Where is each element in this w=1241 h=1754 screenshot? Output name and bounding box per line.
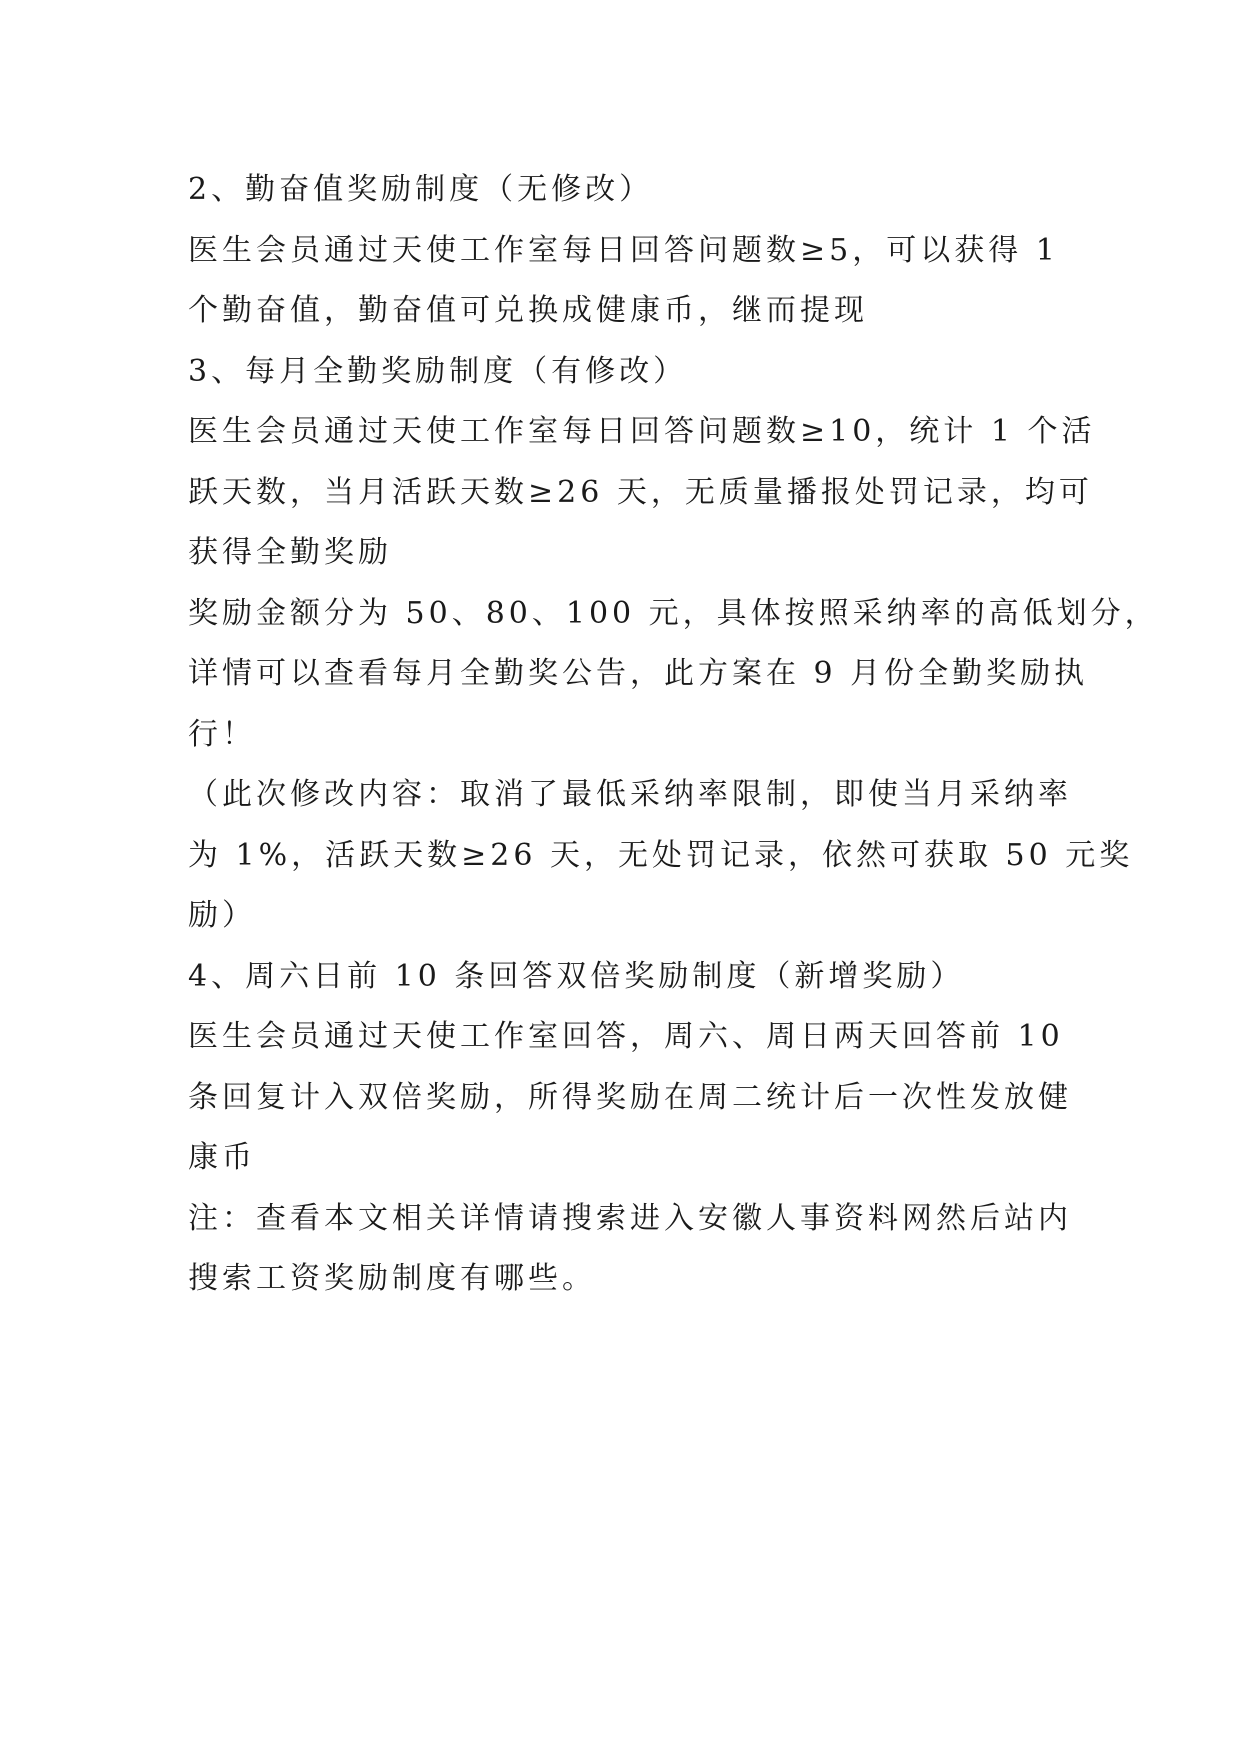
- paragraph-line: 励）: [188, 898, 256, 933]
- paragraph-line: 获得全勤奖励: [188, 535, 392, 570]
- paragraph-line: 跃天数，当月活跃天数≥26 天，无质量播报处罚记录，均可: [188, 474, 1093, 510]
- section-3-heading: 3、每月全勤奖励制度（有修改）: [188, 353, 688, 389]
- section-4-heading: 4、周六日前 10 条回答双倍奖励制度（新增奖励）: [188, 958, 965, 994]
- section-2-heading: 2、勤奋值奖励制度（无修改）: [188, 172, 654, 207]
- paragraph-line: 详情可以查看每月全勤奖公告，此方案在 9 月份全勤奖励执: [188, 656, 1089, 691]
- note-line: 注：查看本文相关详情请搜索进入安徽人事资料网然后站内: [188, 1200, 1072, 1236]
- paragraph-line: 医生会员通过天使工作室每日回答问题数≥10，统计 1 个活: [188, 414, 1096, 449]
- paragraph-line: 医生会员通过天使工作室回答，周六、周日两天回答前 10: [188, 1019, 1064, 1054]
- document-body: [188, 160, 1159, 1310]
- paragraph-line: 奖励金额分为 50、80、100 元，具体按照采纳率的高低划分，: [188, 595, 1159, 631]
- paragraph-line: 个勤奋值，勤奋值可兑换成健康币，继而提现: [188, 293, 868, 328]
- paragraph-line: （此次修改内容：取消了最低采纳率限制，即使当月采纳率: [188, 777, 1072, 812]
- note-line: 搜索工资奖励制度有哪些。: [188, 1261, 596, 1296]
- paragraph-line: 条回复计入双倍奖励，所得奖励在周二统计后一次性发放健: [188, 1079, 1072, 1115]
- paragraph-line: 行！: [188, 716, 256, 752]
- paragraph-line: 康币: [188, 1140, 256, 1175]
- paragraph-line: 医生会员通过天使工作室每日回答问题数≥5，可以获得 1: [188, 232, 1059, 268]
- paragraph-line: 为 1%，活跃天数≥26 天，无处罚记录，依然可获取 50 元奖: [188, 837, 1134, 873]
